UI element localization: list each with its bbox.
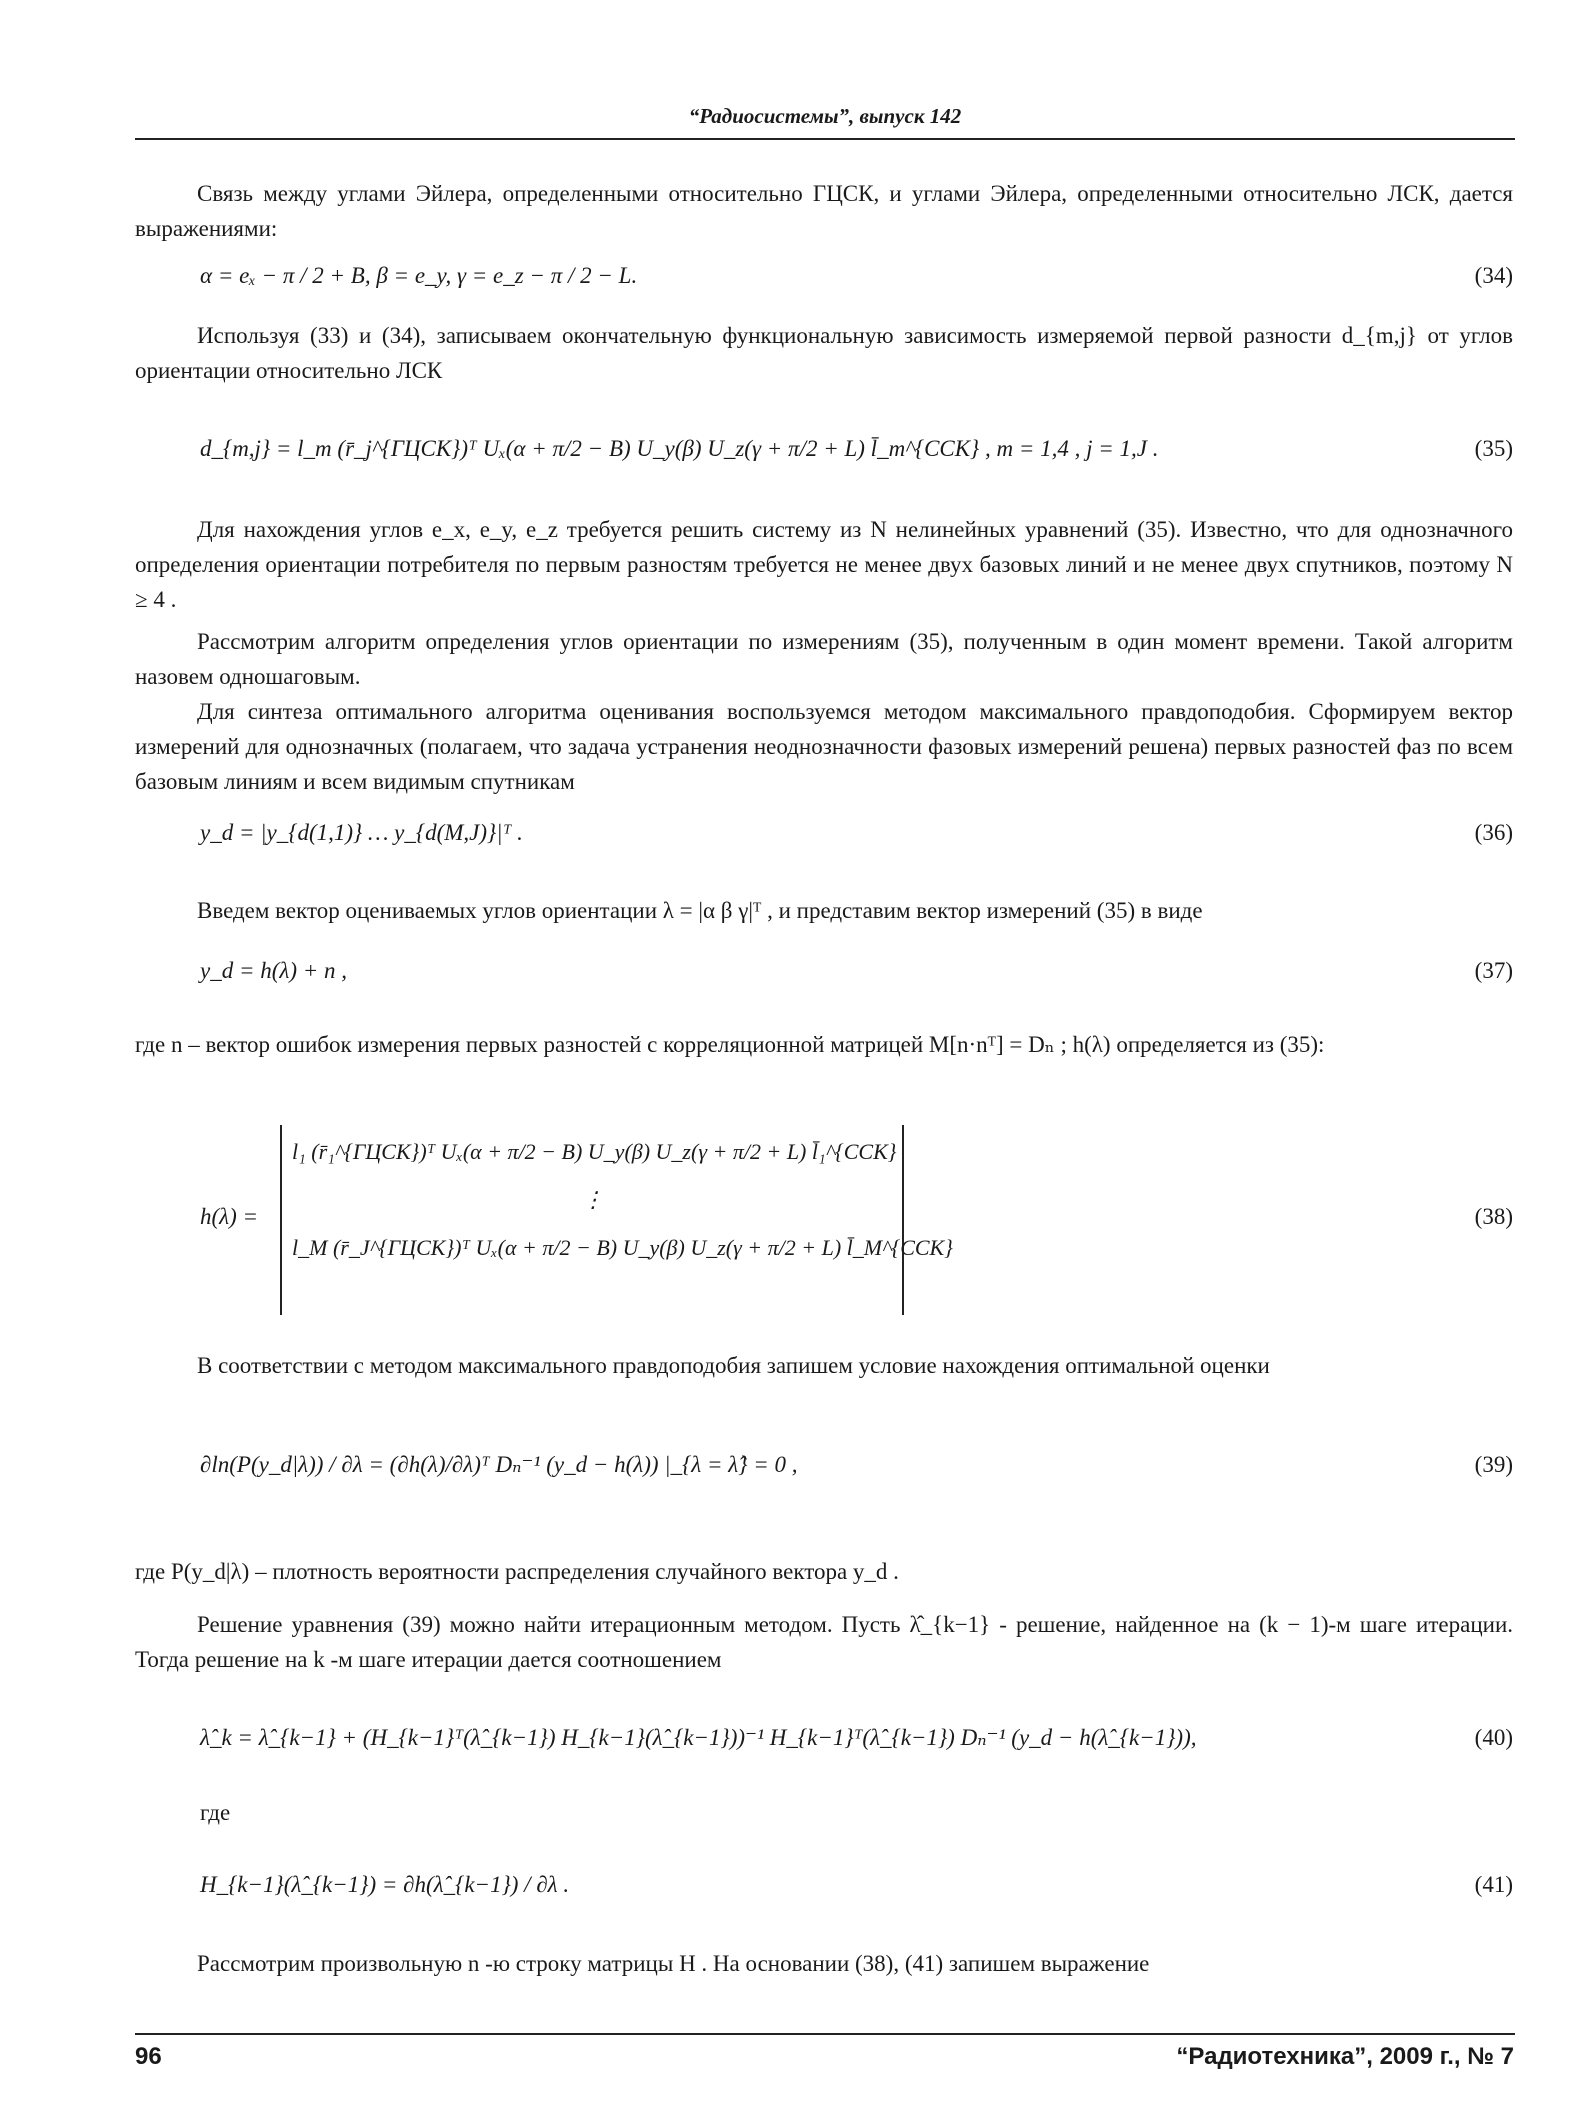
equation-40 (200, 1725, 1513, 1765)
equation-35 (200, 436, 1513, 476)
equation-34-number: (34) (1474, 263, 1513, 288)
equation-37-body: y_d = h(λ) + n , (200, 958, 348, 983)
header-rule (135, 138, 1515, 140)
matrix-38-row-ellipsis: ⋮ (582, 1187, 604, 1212)
equation-41 (200, 1872, 1513, 1912)
running-header: “Радиосистемы”, выпуск 142 (688, 104, 962, 128)
paragraph-where: где (200, 1800, 231, 1825)
equation-37-number: (37) (1474, 958, 1513, 983)
paragraph-iterative-method: Решение уравнения (39) можно найти итерационным методом. Пусть λ̂_{k−1} - решение, найденное на (k − 1)-м шаге итерации. Тогда решение на k -м шаге итерации дается соотношением (135, 1612, 1513, 1672)
equation-35-body: d_{m,j} = l_m (r̄_j^{ГЦСК})ᵀ Uₓ(α + π/2 − B) U_y(β) U_z(γ + π/2 + L) l̄_m^{ССК} , m = 1,4 , j = 1,J . (200, 436, 1159, 461)
journal-footer: “Радиотехника”, 2009 г., № 7 (1176, 2043, 1514, 2070)
paragraph-functional-dependence: Используя (33) и (34), записываем окончательную функциональную зависимость измеряемой первой разности d_{m,j} от углов ориентации относительно ЛСК (135, 323, 1513, 383)
matrix-38-row-first: l₁ (r̄₁^{ГЦСК})ᵀ Uₓ(α + π/2 − B) U_y(β) U_z(γ + π/2 + L) l̄₁^{ССК} (292, 1139, 897, 1164)
equation-39-number: (39) (1474, 1452, 1513, 1477)
page-number: 96 (135, 2043, 162, 2070)
equation-37 (200, 958, 1513, 998)
equation-36-number: (36) (1474, 820, 1513, 845)
equation-36-body: y_d = |y_{d(1,1)} … y_{d(M,J)}|ᵀ . (200, 820, 523, 845)
equation-39-body: ∂ln(P(y_d|λ)) / ∂λ = (∂h(λ)/∂λ)ᵀ Dₙ⁻¹ (y_d − h(λ)) |_{λ = λ̂} = 0 , (200, 1452, 798, 1477)
equation-35-number: (35) (1474, 436, 1513, 461)
equation-40-body: λ̂_k = λ̂_{k−1} + (H_{k−1}ᵀ(λ̂_{k−1}) H_{k−1}(λ̂_{k−1}))⁻¹ H_{k−1}ᵀ(λ̂_{k−1}) Dₙ⁻¹ (y_d − h(λ̂_{k−1})), (200, 1725, 1197, 1750)
paragraph-matrix-row: Рассмотрим произвольную n -ю строку матрицы H . На основании (38), (41) запишем выражение (197, 1951, 1150, 1976)
equation-34 (200, 263, 1513, 303)
paragraph-probability-density: где P(y_d|λ) – плотность вероятности распределения случайного вектора y_d . (135, 1559, 899, 1584)
paragraph-error-vector: где n – вектор ошибок измерения первых разностей с корреляционной матрицей M[n·nᵀ] = Dₙ ; h(λ) определяется из (35): (135, 1032, 1325, 1057)
footer-rule (135, 2033, 1515, 2035)
paragraph-one-step-algorithm: Рассмотрим алгоритм определения углов ориентации по измерениям (35), полученным в один момент времени. Такой алгоритм назовем одношаговым. (135, 629, 1513, 689)
equation-34-body: α = eₓ − π / 2 + B, β = e_y, γ = e_z − π / 2 − L. (200, 263, 638, 288)
equation-41-body: H_{k−1}(λ̂_{k−1}) = ∂h(λ̂_{k−1}) / ∂λ . (200, 1872, 570, 1897)
equation-41-number: (41) (1474, 1872, 1513, 1897)
equation-38-lhs-text: h(λ) = (200, 1204, 259, 1229)
equation-39 (200, 1452, 1513, 1492)
paragraph-nonlinear-system: Для нахождения углов e_x, e_y, e_z требуется решить систему из N нелинейных уравнений (35). Известно, что для однозначного определения ориентации потребителя по первым разностям требуется не менее двух базовых линий и не менее двух спутников, поэтому N ≥ 4 . (135, 517, 1513, 612)
matrix-38 (280, 1125, 953, 1315)
equation-40-number: (40) (1474, 1725, 1513, 1750)
paragraph-optimal-estimate: В соответствии с методом максимального правдоподобия запишем условие нахождения оптимальной оценки (197, 1353, 1270, 1378)
equation-38-number: (38) (1474, 1204, 1513, 1229)
equation-36 (200, 820, 1513, 860)
paragraph-orientation-vector: Введем вектор оцениваемых углов ориентации λ = |α β γ|ᵀ , и представим вектор измерений (35) в виде (197, 898, 1203, 923)
matrix-38-row-last: l_M (r̄_J^{ГЦСК})ᵀ Uₓ(α + π/2 − B) U_y(β) U_z(γ + π/2 + L) l̄_M^{ССК} (292, 1235, 953, 1260)
paragraph-max-likelihood: Для синтеза оптимального алгоритма оценивания воспользуемся методом максимального правдоподобия. Сформируем вектор измерений для однозначных (полагаем, что задача устранения неоднозначности фазовых измерений решена) первых разностей фаз по всем базовым линиям и всем видимым спутникам (135, 699, 1513, 794)
paragraph-euler-relation: Связь между углами Эйлера, определенными относительно ГЦСК, и углами Эйлера, определенными относительно ЛСК, дается выражениями: (135, 181, 1513, 241)
